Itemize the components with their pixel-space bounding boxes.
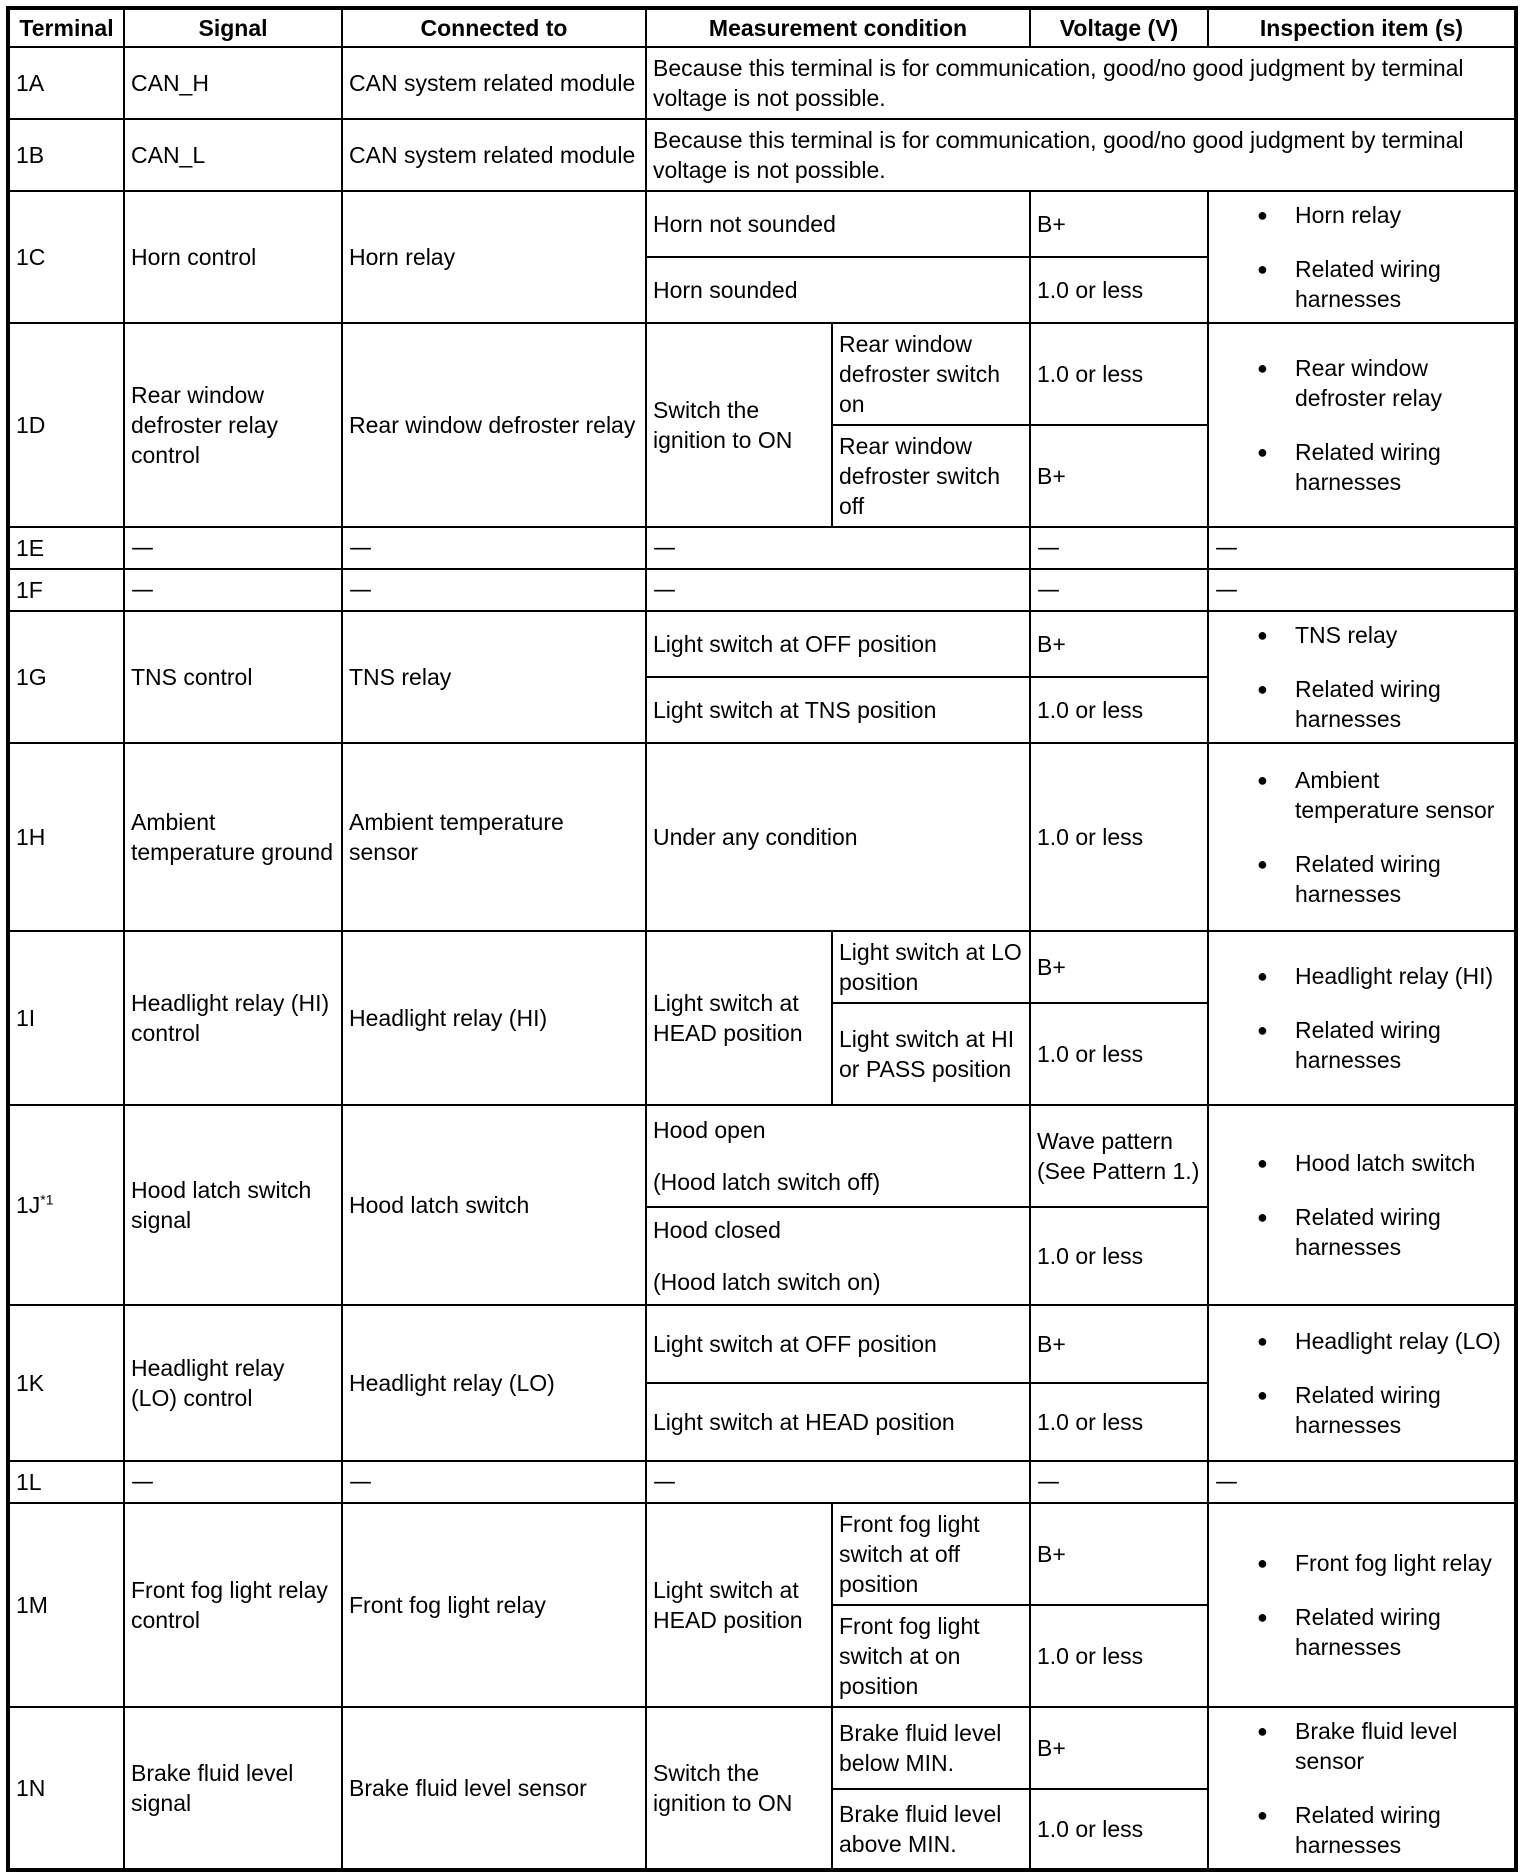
connected-cell: Rear window defroster relay <box>342 323 646 527</box>
inspection-item: ● Related wiring harnesses <box>1237 1202 1508 1262</box>
table-row <box>8 1503 1516 1605</box>
terminal-cell: 1A <box>8 47 124 119</box>
table-row <box>8 47 1516 119</box>
terminal-cell: 1G <box>8 611 124 743</box>
signal-cell: Ambient temperature ground <box>124 743 342 931</box>
terminal-cell: 1F <box>8 569 124 611</box>
sub-condition-cell: Front fog light switch at on position <box>832 1605 1030 1707</box>
terminal-cell: 1K <box>8 1305 124 1461</box>
inspection-items-cell <box>1208 1305 1516 1461</box>
empty-dash: — <box>124 1461 342 1503</box>
signal-cell: Horn control <box>124 191 342 323</box>
empty-dash: — <box>646 1461 1030 1503</box>
terminal-cell: 1C <box>8 191 124 323</box>
empty-dash: — <box>342 569 646 611</box>
inspection-item: ● Brake fluid level sensor <box>1237 1716 1508 1776</box>
inspection-item: ● Related wiring harnesses <box>1237 437 1508 497</box>
signal-cell: Headlight relay (HI) control <box>124 931 342 1105</box>
main-condition-cell: Light switch at HEAD position <box>646 931 832 1105</box>
table-row <box>8 569 1516 611</box>
terminal-cell: 1H <box>8 743 124 931</box>
header-measurement-condition: Measurement condition <box>646 8 1030 47</box>
sub-condition-cell: Brake fluid level below MIN. <box>832 1707 1030 1789</box>
empty-dash: — <box>646 527 1030 569</box>
connected-cell: Ambient temperature sensor <box>342 743 646 931</box>
header-terminal: Terminal <box>8 8 124 47</box>
terminal-cell: 1L <box>8 1461 124 1503</box>
empty-dash: — <box>1208 527 1516 569</box>
connected-cell: CAN system related module <box>342 119 646 191</box>
condition-subtext: (Hood latch switch on) <box>653 1269 881 1295</box>
inspection-item: ● Headlight relay (LO) <box>1237 1326 1508 1356</box>
inspection-item: ● Related wiring harnesses <box>1237 849 1508 909</box>
empty-dash: — <box>1030 527 1208 569</box>
voltage-cell: 1.0 or less <box>1030 677 1208 743</box>
terminal-cell: 1M <box>8 1503 124 1707</box>
inspection-items-cell <box>1208 611 1516 743</box>
voltage-cell: 1.0 or less <box>1030 1207 1208 1305</box>
connected-cell: Hood latch switch <box>342 1105 646 1305</box>
main-condition-cell: Switch the ignition to ON <box>646 1707 832 1870</box>
connected-cell: Brake fluid level sensor <box>342 1707 646 1870</box>
voltage-cell: 1.0 or less <box>1030 257 1208 323</box>
condition-cell: Horn sounded <box>646 257 1030 323</box>
condition-text: Hood open <box>653 1117 766 1143</box>
inspection-item: ● Related wiring harnesses <box>1237 1602 1508 1662</box>
table-row <box>8 743 1516 931</box>
signal-cell: CAN_H <box>124 47 342 119</box>
terminal-cell: 1N <box>8 1707 124 1870</box>
table-row <box>8 1461 1516 1503</box>
communication-note: Because this terminal is for communication, good/no good judgment by terminal voltage is not possible. <box>646 47 1516 119</box>
connected-cell: Headlight relay (LO) <box>342 1305 646 1461</box>
inspection-item: ● Related wiring harnesses <box>1237 254 1508 314</box>
condition-cell: Light switch at OFF position <box>646 1305 1030 1383</box>
sub-condition-cell: Light switch at HI or PASS position <box>832 1003 1030 1105</box>
sub-condition-cell: Light switch at LO position <box>832 931 1030 1003</box>
header-inspection-items: Inspection item (s) <box>1208 8 1516 47</box>
empty-dash: — <box>1030 569 1208 611</box>
inspection-item: ● Related wiring harnesses <box>1237 1015 1508 1075</box>
inspection-item: ● Rear window defroster relay <box>1237 353 1508 413</box>
inspection-item: ● Related wiring harnesses <box>1237 1380 1508 1440</box>
condition-cell: Light switch at TNS position <box>646 677 1030 743</box>
empty-dash: — <box>124 569 342 611</box>
header-voltage: Voltage (V) <box>1030 8 1208 47</box>
inspection-item: ● Horn relay <box>1237 200 1508 230</box>
sub-condition-cell: Front fog light switch at off position <box>832 1503 1030 1605</box>
footnote-marker: *1 <box>40 1191 54 1208</box>
condition-cell: Light switch at HEAD position <box>646 1383 1030 1461</box>
inspection-items-cell <box>1208 1503 1516 1707</box>
inspection-items-cell <box>1208 743 1516 931</box>
inspection-items-cell <box>1208 1707 1516 1870</box>
inspection-item: ● TNS relay <box>1237 620 1508 650</box>
voltage-cell: B+ <box>1030 1707 1208 1789</box>
empty-dash: — <box>124 527 342 569</box>
condition-cell: Under any condition <box>646 743 1030 931</box>
terminal-cell: 1E <box>8 527 124 569</box>
table-header-row <box>8 8 1516 47</box>
main-condition-cell: Switch the ignition to ON <box>646 323 832 527</box>
voltage-cell: B+ <box>1030 191 1208 257</box>
terminal-label: 1J <box>16 1192 41 1218</box>
condition-cell <box>646 1207 1030 1305</box>
inspection-item: ● Related wiring harnesses <box>1237 1800 1508 1860</box>
table-row <box>8 191 1516 257</box>
table-row <box>8 931 1516 1003</box>
condition-cell: Horn not sounded <box>646 191 1030 257</box>
inspection-items-cell <box>1208 191 1516 323</box>
table-row <box>8 1707 1516 1789</box>
connected-cell: Horn relay <box>342 191 646 323</box>
inspection-item: ● Headlight relay (HI) <box>1237 961 1508 991</box>
voltage-cell: B+ <box>1030 425 1208 527</box>
inspection-items-cell <box>1208 931 1516 1105</box>
connected-cell: CAN system related module <box>342 47 646 119</box>
voltage-cell: 1.0 or less <box>1030 1605 1208 1707</box>
empty-dash: — <box>1208 1461 1516 1503</box>
condition-subtext: (Hood latch switch off) <box>653 1169 881 1195</box>
communication-note: Because this terminal is for communication, good/no good judgment by terminal voltage is not possible. <box>646 119 1516 191</box>
inspection-item: ● Related wiring harnesses <box>1237 674 1508 734</box>
empty-dash: — <box>342 1461 646 1503</box>
inspection-item: ● Hood latch switch <box>1237 1148 1508 1178</box>
inspection-item: ● Front fog light relay <box>1237 1548 1508 1578</box>
voltage-cell: B+ <box>1030 931 1208 1003</box>
voltage-cell: 1.0 or less <box>1030 1383 1208 1461</box>
voltage-cell: Wave pattern (See Pattern 1.) <box>1030 1105 1208 1207</box>
terminal-cell <box>8 1105 124 1305</box>
voltage-cell: B+ <box>1030 1503 1208 1605</box>
empty-dash: — <box>342 527 646 569</box>
main-condition-cell: Light switch at HEAD position <box>646 1503 832 1707</box>
signal-cell: Front fog light relay control <box>124 1503 342 1707</box>
terminal-cell: 1D <box>8 323 124 527</box>
terminal-cell: 1I <box>8 931 124 1105</box>
terminal-cell: 1B <box>8 119 124 191</box>
header-signal: Signal <box>124 8 342 47</box>
table-row <box>8 1105 1516 1207</box>
connected-cell: Front fog light relay <box>342 1503 646 1707</box>
inspection-items-cell <box>1208 323 1516 527</box>
connected-cell: TNS relay <box>342 611 646 743</box>
table-row <box>8 611 1516 677</box>
voltage-cell: B+ <box>1030 611 1208 677</box>
empty-dash: — <box>1030 1461 1208 1503</box>
table-row <box>8 1305 1516 1383</box>
header-connected-to: Connected to <box>342 8 646 47</box>
condition-cell: Light switch at OFF position <box>646 611 1030 677</box>
inspection-item: ● Ambient temperature sensor <box>1237 765 1508 825</box>
signal-cell: CAN_L <box>124 119 342 191</box>
signal-cell: TNS control <box>124 611 342 743</box>
empty-dash: — <box>646 569 1030 611</box>
inspection-items-cell <box>1208 1105 1516 1305</box>
voltage-cell: B+ <box>1030 1305 1208 1383</box>
table-row <box>8 119 1516 191</box>
condition-cell <box>646 1105 1030 1207</box>
signal-cell: Brake fluid level signal <box>124 1707 342 1870</box>
sub-condition-cell: Rear window defroster switch off <box>832 425 1030 527</box>
table-row <box>8 527 1516 569</box>
condition-text: Hood closed <box>653 1217 781 1243</box>
signal-cell: Headlight relay (LO) control <box>124 1305 342 1461</box>
connected-cell: Headlight relay (HI) <box>342 931 646 1105</box>
signal-cell: Hood latch switch signal <box>124 1105 342 1305</box>
table-row <box>8 323 1516 425</box>
terminal-voltage-table <box>6 6 1518 1872</box>
voltage-cell: 1.0 or less <box>1030 323 1208 425</box>
sub-condition-cell: Rear window defroster switch on <box>832 323 1030 425</box>
empty-dash: — <box>1208 569 1516 611</box>
voltage-cell: 1.0 or less <box>1030 1003 1208 1105</box>
voltage-cell: 1.0 or less <box>1030 1789 1208 1871</box>
signal-cell: Rear window defroster relay control <box>124 323 342 527</box>
voltage-cell: 1.0 or less <box>1030 743 1208 931</box>
sub-condition-cell: Brake fluid level above MIN. <box>832 1789 1030 1871</box>
